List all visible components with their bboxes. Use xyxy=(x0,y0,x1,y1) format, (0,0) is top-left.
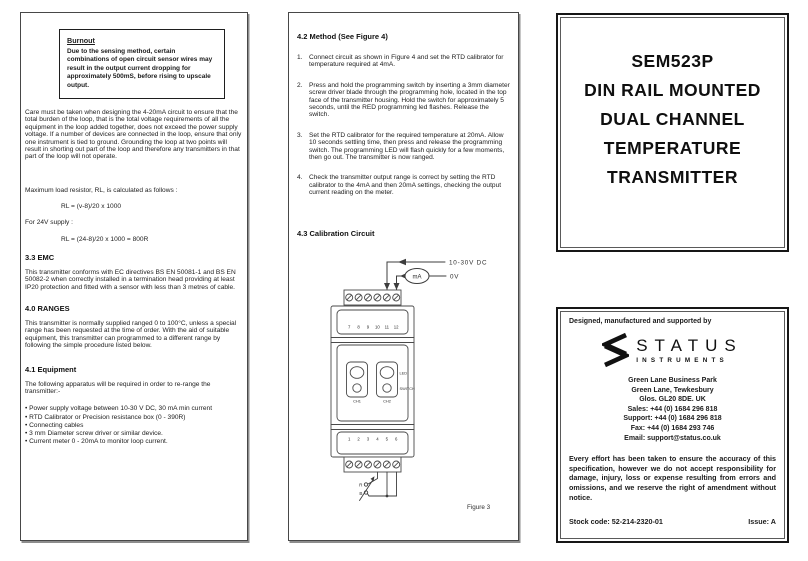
burnout-warning-box xyxy=(59,29,225,99)
product-title-line: DUAL CHANNEL xyxy=(600,109,745,129)
transmitter-body xyxy=(331,306,414,457)
current-arrow-icon xyxy=(398,259,406,265)
step-text: Check the transmitter output range is correct by setting the RTD calibrator to the 4mA and then 20mA settings, checking the output current reading on the meter. xyxy=(309,174,502,197)
step-number: 3. xyxy=(297,131,303,139)
supported-by-label: Designed, manufactured and supported by xyxy=(569,318,712,325)
stock-code: Stock code: 52-214-2320-01 xyxy=(569,517,663,527)
stock-code-row xyxy=(569,517,776,526)
equipment-item: • 3 mm Diameter screw driver or similar device. xyxy=(25,429,163,437)
logo-name: STATUS xyxy=(636,336,743,355)
product-code: SEM523P xyxy=(631,51,714,71)
address-line: Green Lane, Tewkesbury xyxy=(631,386,714,394)
equipment-intro: The following apparatus will be required in order to re-range the transmitter:- xyxy=(25,380,211,395)
terminal-number: 11 xyxy=(384,324,390,330)
terminal-number: 6 xyxy=(395,436,398,442)
logo-wordmark xyxy=(636,336,743,364)
zero-volt-label: 0V xyxy=(450,273,460,281)
equipment-list xyxy=(25,405,243,446)
ch1-label: CH1 xyxy=(353,398,361,404)
supply-24v-label: For 24V supply : xyxy=(25,219,74,227)
rtd-resistor xyxy=(360,472,397,501)
ammeter xyxy=(405,269,429,284)
ammeter-label: mA xyxy=(412,274,422,281)
step-text: Set the RTD calibrator for the required temperature at 20mA. Allow 10 seconds settling time, then press and release the programming switch. The programming LED will flash quickly for a few moments, then go out. The transmitter is now ranged. xyxy=(309,131,505,162)
address-line: Glos. GL20 8DE. UK xyxy=(639,396,706,404)
company-logo xyxy=(569,332,776,368)
terminal-number: 8 xyxy=(357,324,360,330)
ch2-switch-icon xyxy=(383,384,391,392)
step-text: Press and hold the programming switch by inserting a 3mm diameter screw driver blade through the programming hole, located in the top face of the transmitter housing. Hold the switch for approximately 5 seconds, until the RED programming led flashes. Release the switch. xyxy=(309,81,510,119)
equipment-item: • RTD Calibrator or Precision resistance box (0 - 390R) xyxy=(25,413,186,421)
channel-1-controls xyxy=(347,362,368,397)
method-heading: 4.2 Method (See Figure 4) xyxy=(297,32,388,41)
burnout-body: Due to the sensing method, certain combinations of open circuit sensor wires may result in the output current dropping for approximately 500mS, before rising to upscale output. xyxy=(67,48,213,89)
step-number: 4. xyxy=(297,174,303,182)
logo-subtitle: INSTRUMENTS xyxy=(636,357,728,364)
burnout-title: Burnout xyxy=(67,36,95,45)
method-step xyxy=(297,174,510,196)
supply-voltage-label: 10-30V DC xyxy=(449,259,488,267)
disclaimer-paragraph: Every effort has been taken to ensure the accuracy of this specification, however we do not accept responsibility for damage, injury, loss or expense resulting from errors and omissions, and we reserve the right of amendment without notice. xyxy=(569,454,776,502)
product-title-line: DIN RAIL MOUNTED xyxy=(584,80,761,100)
product-title-line: TEMPERATURE xyxy=(603,138,742,158)
equipment-item: • Current meter 0 - 20mA to monitor loop current. xyxy=(25,438,168,446)
resistor-r-label: R xyxy=(359,482,363,488)
ch2-led-icon xyxy=(380,367,394,379)
ranges-paragraph: This transmitter is normally supplied ranged 0 to 100°C, unless a special range has been requested at the time of order. With the aid of suitable equipment, this transmitter can programmed to a different range by following the simple procedure listed below. xyxy=(25,319,237,350)
load-resistor-formula: RL = (v-8)/20 x 1000 xyxy=(61,203,122,211)
address-line: Support: +44 (0) 1684 296 818 xyxy=(623,415,722,423)
method-step xyxy=(297,132,510,162)
junction-dot xyxy=(386,495,389,498)
terminal-number: 7 xyxy=(348,324,351,330)
title-panel xyxy=(556,13,789,252)
address-line: Sales: +44 (0) 1684 296 818 xyxy=(627,405,718,413)
emc-paragraph: This transmitter conforms with EC directives BS EN 50081-1 and BS EN 50082-2 when correctly installed in a termination head providing at least IP20 protection and fitted with a sensor with less than 3 metres of cable. xyxy=(25,268,236,291)
bottom-terminal-block xyxy=(344,457,401,472)
top-terminal-block xyxy=(344,290,401,305)
method-step xyxy=(297,54,510,69)
step-text: Connect circuit as shown in Figure 4 and set the RTD calibrator for temperature required at 4mA. xyxy=(309,54,504,69)
address-line: Email: support@status.co.uk xyxy=(624,434,721,442)
resistor-b-label: B xyxy=(359,490,363,496)
ch1-led-icon xyxy=(350,367,364,379)
down-arrow-icon xyxy=(384,283,390,290)
max-load-paragraph: Maximum load resistor, RL, is calculated as follows : xyxy=(25,186,178,194)
terminal-number: 10 xyxy=(375,324,380,330)
equipment-heading: 4.1 Equipment xyxy=(25,364,77,374)
load-resistor-formula-24v: RL = (24-8)/20 x 1000 = 800R xyxy=(61,235,149,243)
info-panel xyxy=(556,307,789,543)
ch2-label: CH2 xyxy=(383,398,391,404)
calibration-heading: 4.3 Calibration Circuit xyxy=(297,228,375,238)
terminal-number: 12 xyxy=(393,324,399,330)
down-arrow-icon xyxy=(394,283,400,290)
method-step xyxy=(297,82,510,119)
ch1-switch-icon xyxy=(353,384,361,392)
ranges-heading: 4.0 RANGES xyxy=(25,303,70,313)
status-logo-icon xyxy=(602,332,629,368)
equipment-item: • Connecting cables xyxy=(25,421,84,429)
loop-design-paragraph: Care must be taken when designing the 4-20mA circuit to ensure that the total burden of the loop, that is the total voltage requirements of all the equipment in the loop added together, does not exceed the power supply voltage. If a number of devices are connected in the loop, ensure that only one instrument is tied to ground. Grounding the loop at two points will result in shorting out part of the loop and therefore any transmitters in that part of the loop will not operate. xyxy=(25,109,242,161)
middle-panel xyxy=(288,12,519,541)
terminal-number: 1 xyxy=(348,436,351,442)
switch-label: SWITCH xyxy=(399,386,415,391)
emc-heading: 3.3 EMC xyxy=(25,252,55,262)
left-panel xyxy=(20,12,248,541)
issue-label: Issue: A xyxy=(748,517,776,527)
figure-caption: Figure 3 xyxy=(467,504,491,511)
step-number: 1. xyxy=(297,54,303,61)
terminal-number: 2 xyxy=(357,436,360,442)
address-line: Fax: +44 (0) 1684 293 746 xyxy=(630,424,715,432)
company-address xyxy=(569,376,776,443)
address-line: Green Lane Business Park xyxy=(628,377,717,384)
step-number: 2. xyxy=(297,81,303,89)
calibration-circuit-figure xyxy=(299,245,511,539)
terminal-number: 5 xyxy=(385,436,388,442)
channel-2-controls xyxy=(377,362,398,397)
terminal-number: 4 xyxy=(376,436,379,442)
terminal-number: 3 xyxy=(366,436,370,442)
equipment-item: • Power supply voltage between 10-30 V DC, 30 mA min current xyxy=(25,405,213,413)
led-label: LED xyxy=(399,370,408,376)
terminal-number: 9 xyxy=(366,324,370,330)
product-title-line: TRANSMITTER xyxy=(607,167,738,187)
